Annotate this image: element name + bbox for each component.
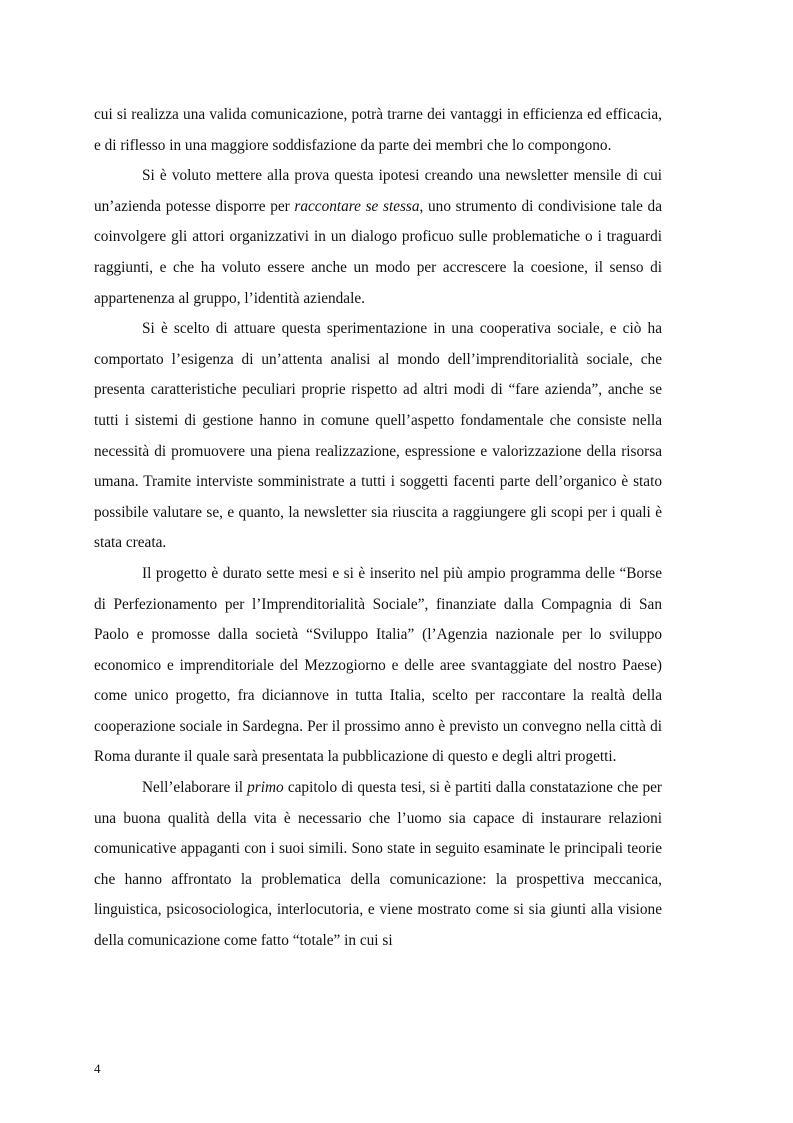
- paragraph: [94, 314, 662, 559]
- page-number: 4: [94, 1061, 101, 1076]
- paragraph: [94, 559, 662, 773]
- italic-text: primo: [247, 779, 284, 797]
- paragraph: [94, 773, 662, 957]
- italic-text: raccontare se stessa: [294, 197, 420, 215]
- paragraph-text: Nell’elaborare il: [142, 779, 248, 797]
- paragraph-text: , uno strumento di condivisione tale da coinvolgere gli attori organizzativi in un dialogo proficuo sulle problematiche o i traguardi raggiunti, e che ha voluto essere anche un modo per accrescere la coesione, il senso di appartenenza al gruppo, l’identità aziendale.: [94, 197, 662, 307]
- paragraph-text: cui si realizza una valida comunicazione, potrà trarne dei vantaggi in efficienza ed efficacia, e di riflesso in una maggiore soddisfazione da parte dei membri che lo compongono.: [94, 106, 662, 154]
- paragraph: [94, 161, 662, 314]
- paragraph: [94, 100, 662, 161]
- paragraph-text: Si è scelto di attuare questa sperimentazione in una cooperativa sociale, e ciò ha comportato l’esigenza di un’attenta analisi al mondo dell’imprenditorialità sociale, che presenta caratteristiche peculiari proprie rispetto ad altri modi di “fare azienda”, anche se tutti i sistemi di gestione hanno in comune quell’aspetto fondamentale che consiste nella necessità di promuovere una piena realizzazione, espressione e valorizzazione della risorsa umana. Tramite interviste somministrate a tutti i soggetti facenti parte dell’organico è stato possibile valutare se, e quanto, la newsletter sia riuscita a raggiungere gli scopi per i quali è stata creata.: [94, 320, 662, 552]
- paragraph-text: capitolo di questa tesi, si è partiti dalla constatazione che per una buona qualità della vita è necessario che l’uomo sia capace di instaurare relazioni comunicative appaganti con i suoi simili. Sono state in seguito esaminate le principali teorie che hanno affrontato la problematica della comunicazione: la prospettiva meccanica, linguistica, psicosociologica, interlocutoria, e viene mostrato come si sia giunti alla visione della comunicazione come fatto “totale” in cui si: [94, 779, 662, 950]
- paragraph-text: Si è voluto mettere alla prova questa ipotesi creando una newsletter mensile di cui un’azienda potesse disporre per: [94, 167, 662, 215]
- body-text: [94, 100, 662, 957]
- paragraph-text: Il progetto è durato sette mesi e si è inserito nel più ampio programma delle “Borse di Perfezionamento per l’Imprenditorialità Sociale”, finanziate dalla Compagnia di San Paolo e promosse dalla società “Sviluppo Italia” (l’Agenzia nazionale per lo sviluppo economico e imprenditoriale del Mezzogiorno e delle aree svantaggiate del nostro Paese) come unico progetto, fra diciannove in tutta Italia, scelto per raccontare la realtà della cooperazione sociale in Sardegna. Per il prossimo anno è previsto un convegno nella città di Roma durante il quale sarà presentata la pubblicazione di questo e degli altri progetti.: [94, 564, 662, 766]
